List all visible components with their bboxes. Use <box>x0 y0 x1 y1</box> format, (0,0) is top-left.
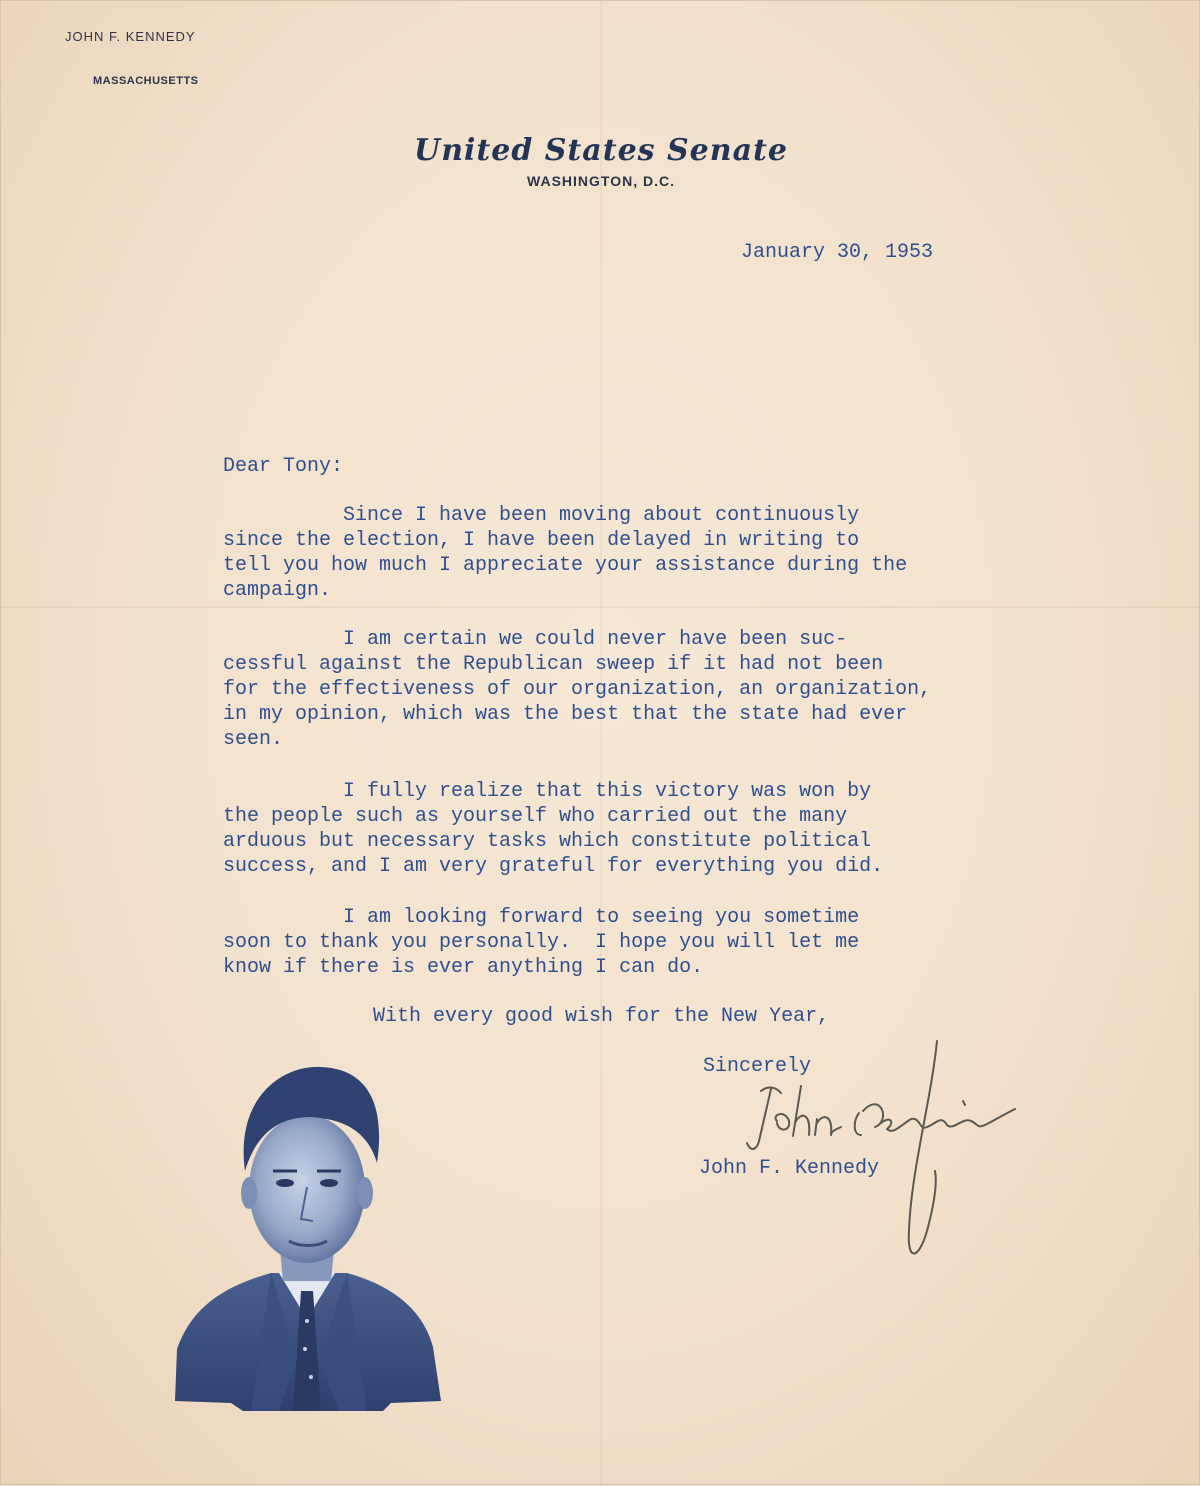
portrait-photo <box>171 1059 443 1411</box>
paragraph-1: Since I have been moving about continuously since the election, I have been delayed in writing to tell you how much I appreciate your assistance during the campaign. <box>223 504 908 602</box>
paragraph-2: I am certain we could never have been suc- cessful against the Republican sweep if it had not been for the effectiveness of our organization, an organization, in my opinion, which was the best that the state had ever seen. <box>223 628 932 751</box>
salutation: Dear Tony: <box>223 455 344 478</box>
handwritten-signature <box>741 1031 1031 1271</box>
paragraph-3: I fully realize that this victory was won by the people such as yourself who carried out the many arduous but necessary tasks which constitute political success, and I am very grateful for everything you did. <box>223 780 884 878</box>
closing-wish: With every good wish for the New Year, <box>373 1005 830 1028</box>
sender-state: MASSACHUSETTS <box>93 75 199 87</box>
sender-name: JOHN F. KENNEDY <box>65 29 196 44</box>
letter-date: January 30, 1953 <box>741 241 934 264</box>
paragraph-4: I am looking forward to seeing you sometime soon to thank you personally. I hope you will let me know if there is ever anything I can do. <box>223 906 860 979</box>
closing: Sincerely <box>703 1055 812 1078</box>
letterhead-title: United States Senate <box>414 133 788 168</box>
typed-signature-name: John F. Kennedy <box>699 1157 880 1180</box>
letterhead-location: WASHINGTON, D.C. <box>527 173 675 189</box>
